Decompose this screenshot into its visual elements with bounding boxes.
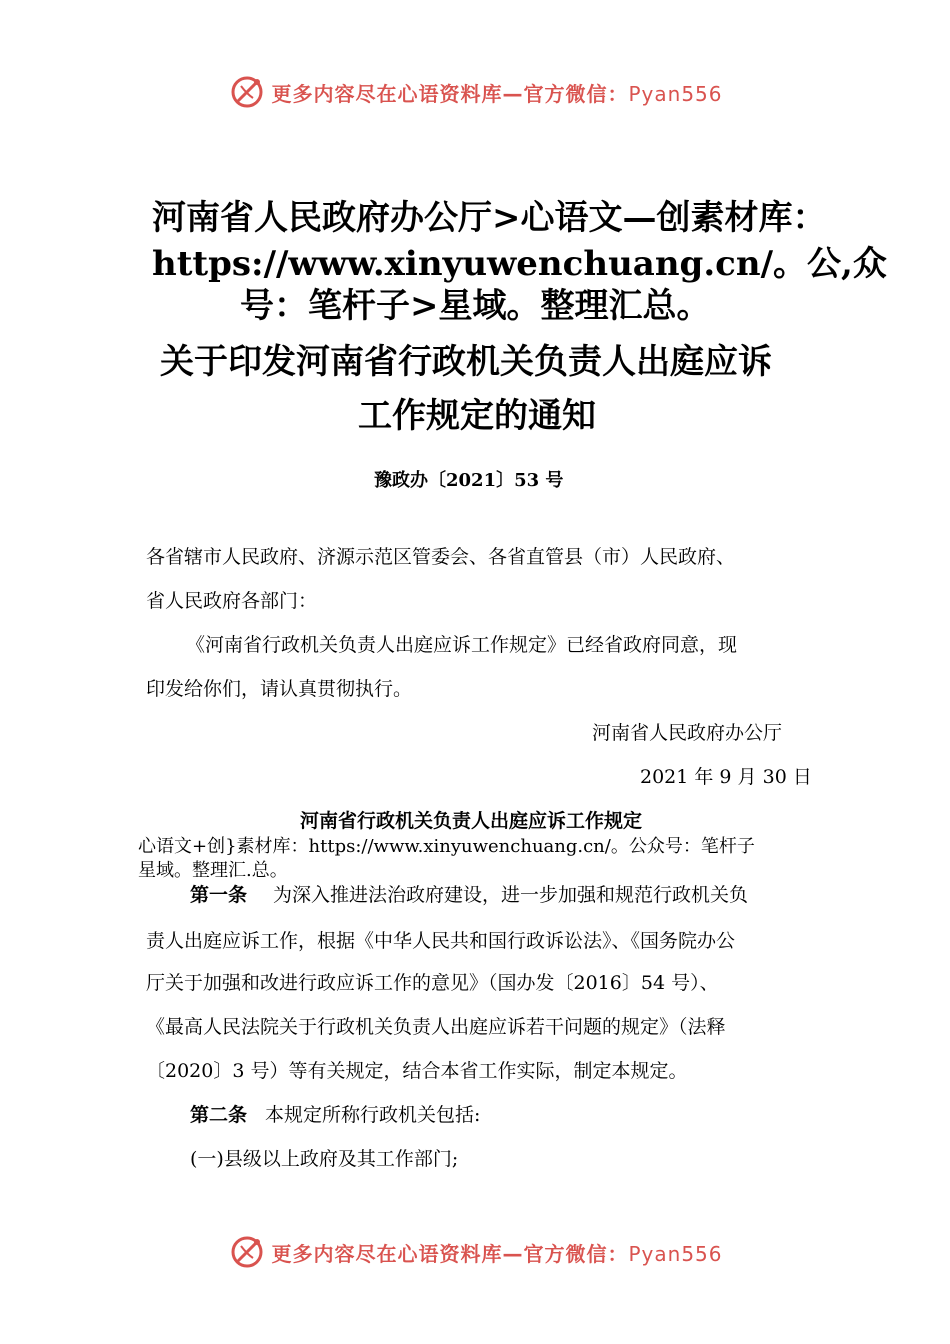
notice-line-2: 印发给你们，请认真贯彻执行。	[146, 678, 413, 700]
article-2-first-line	[190, 1100, 480, 1127]
wechat-id: Pyan556	[628, 1241, 723, 1266]
document-number: 豫政办〔2021〕53 号	[374, 470, 564, 491]
article-1-text: 为深入推进法治政府建设，进一步加强和规范行政机关负	[273, 884, 749, 906]
document-title-line-1: 关于印发河南省行政机关负责人出庭应诉	[160, 342, 772, 382]
article-2-label: 第二条	[190, 1104, 248, 1126]
brand-logo-icon	[227, 72, 267, 112]
recipients-line-2: 省人民政府各部门：	[146, 590, 318, 612]
watermark-line-1: 心语文+创}素材库：https://www.xinyuwenchuang.cn/。公众号：笔杆子	[138, 836, 755, 857]
signature-org: 河南省人民政府办公厅	[592, 722, 783, 744]
article-1-line-2: 责人出庭应诉工作，根据《中华人民共和国行政诉讼法》、《国务院办公	[146, 930, 736, 952]
bottom-banner	[0, 1230, 950, 1274]
article-2-text: 本规定所称行政机关包括:	[265, 1104, 481, 1126]
wechat-id: Pyan556	[628, 81, 723, 106]
article-2-item-1: (一)县级以上政府及其工作部门;	[190, 1148, 459, 1170]
regulation-title: 河南省行政机关负责人出庭应诉工作规定	[300, 810, 643, 832]
article-1-line-4: 《最高人民法院关于行政机关负责人出庭应诉若干问题的规定》（法释	[146, 1016, 726, 1038]
header-line-3: 号：笔杆子>星域。整理汇总。	[240, 286, 711, 326]
banner-text: 更多内容尽在心语资料库—官方微信：Pyan556	[271, 81, 723, 106]
top-banner	[0, 70, 950, 114]
article-1-first-line	[190, 880, 748, 907]
header-line-1: 河南省人民政府办公厅>心语文—创素材库：	[152, 198, 827, 238]
header-line-2: https://www.xinyuwenchuang.cn/。公,众	[152, 244, 887, 284]
brand-logo-icon	[227, 1232, 267, 1272]
article-1-line-5: 〔2020〕3 号）等有关规定，结合本省工作实际，制定本规定。	[146, 1060, 688, 1082]
banner-text: 更多内容尽在心语资料库—官方微信：Pyan556	[271, 1241, 723, 1266]
document-title-line-2: 工作规定的通知	[358, 396, 596, 436]
notice-line-1: 《河南省行政机关负责人出庭应诉工作规定》已经省政府同意，现	[186, 634, 738, 656]
article-1-line-3: 厅关于加强和改进行政应诉工作的意见》（国办发〔2016〕54 号）、	[146, 972, 719, 994]
watermark-line-2: 星域。整理汇.总。	[138, 860, 288, 881]
recipients-line-1: 各省辖市人民政府、济源示范区管委会、各省直管县（市）人民政府、	[146, 546, 736, 568]
signature-date: 2021 年 9 月 30 日	[640, 766, 812, 788]
article-1-label: 第一条	[190, 884, 248, 906]
